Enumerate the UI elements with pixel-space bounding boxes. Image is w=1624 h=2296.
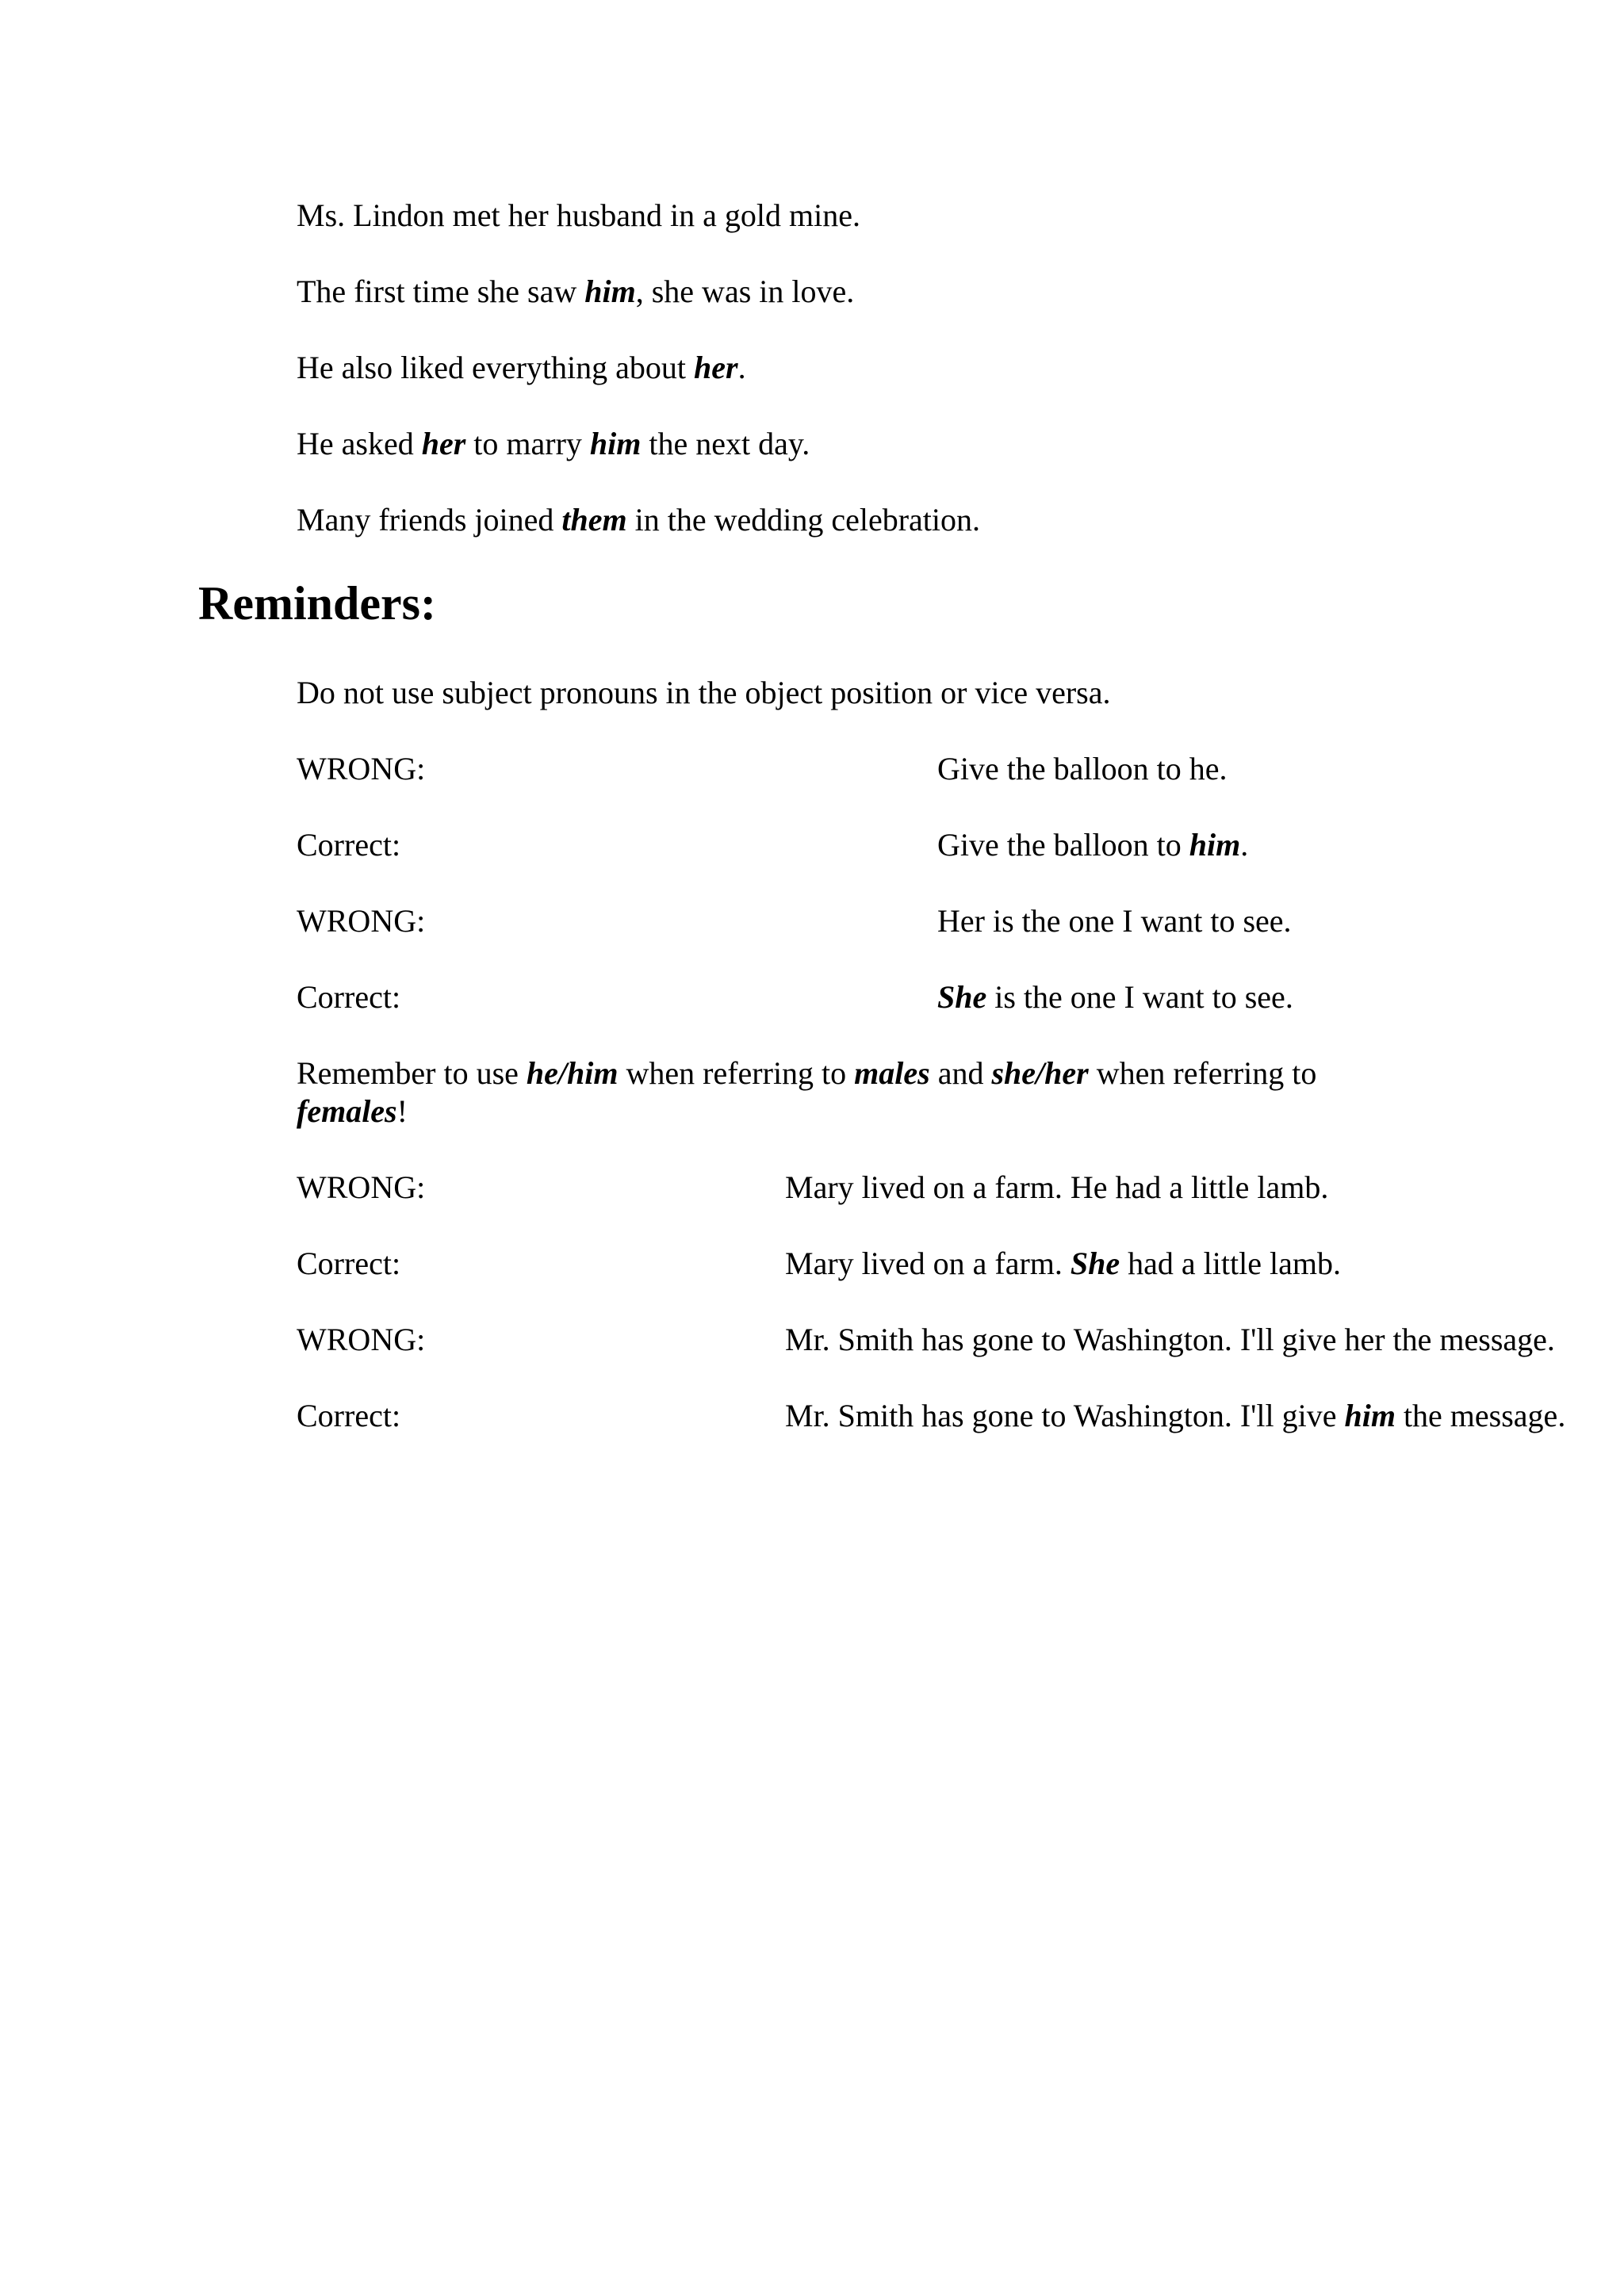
row-example	[937, 978, 1293, 1016]
emphasized-pronoun: he/him	[526, 1055, 619, 1091]
example-sentence-3	[297, 349, 746, 387]
emphasized-pronoun: him	[584, 274, 636, 309]
row-example	[937, 826, 1248, 864]
row-example	[785, 1245, 1341, 1283]
emphasized-pronoun: him	[1189, 827, 1241, 863]
text-run: Mr. Smith has gone to Washington. I'll give	[785, 1398, 1345, 1433]
row-label: WRONG:	[297, 903, 426, 939]
emphasized-pronoun: him	[589, 426, 642, 461]
text-run: The first time she saw	[297, 274, 585, 309]
emphasized-pronoun: She	[1070, 1246, 1120, 1281]
text-run: when referring to	[1088, 1055, 1317, 1091]
row-example	[785, 1169, 1328, 1207]
text-run: Mr. Smith has gone to Washington. I'll give her the message.	[785, 1322, 1555, 1357]
text-run: and	[929, 1055, 992, 1091]
example-row-correct	[297, 826, 1249, 864]
text-run: the message.	[1395, 1398, 1566, 1433]
row-label: WRONG:	[297, 751, 426, 786]
example-row-correct	[297, 1245, 1341, 1283]
text-run: when referring to	[618, 1055, 855, 1091]
row-example	[785, 1321, 1555, 1359]
text-run: Ms. Lindon met her husband in a gold mine.	[297, 197, 861, 233]
emphasized-pronoun: her	[693, 350, 738, 385]
example-row-wrong	[297, 750, 1228, 788]
row-label: Correct:	[297, 1246, 401, 1281]
text-run: He also liked everything about	[297, 350, 694, 385]
example-row-wrong	[297, 1169, 1329, 1207]
row-example	[785, 1397, 1565, 1435]
example-row-correct	[297, 1397, 1566, 1435]
text-run: to marry	[465, 426, 590, 461]
reminders-intro: Do not use subject pronouns in the object position or vice versa.	[297, 675, 1111, 710]
text-run: the next day.	[641, 426, 810, 461]
example-sentence-2	[297, 273, 854, 311]
row-label: WRONG:	[297, 1322, 426, 1357]
emphasized-pronoun: she/her	[991, 1055, 1089, 1091]
example-row-correct	[297, 978, 1293, 1016]
example-sentence-5	[297, 501, 980, 539]
row-example	[937, 750, 1227, 788]
text-run: in the wedding celebration.	[626, 502, 981, 538]
emphasized-pronoun: them	[561, 502, 627, 538]
row-example	[937, 902, 1292, 940]
text-run: Give the balloon to	[937, 827, 1189, 863]
text-run: had a little lamb.	[1120, 1246, 1341, 1281]
row-label: Correct:	[297, 979, 401, 1015]
text-run: Mary lived on a farm.	[785, 1246, 1071, 1281]
emphasized-word: females	[297, 1093, 397, 1129]
row-label: WRONG:	[297, 1169, 426, 1205]
text-run: , she was in love.	[635, 274, 855, 309]
text-run: Mary lived on a farm. He had a little lamb.	[785, 1169, 1329, 1205]
row-label: Correct:	[297, 827, 401, 863]
emphasized-pronoun: her	[421, 426, 466, 461]
text-run: Give the balloon to he.	[937, 751, 1228, 786]
text-run: Remember to use	[297, 1055, 527, 1091]
remember-paragraph	[297, 1054, 1375, 1131]
text-run: Her is the one I want to see.	[937, 903, 1292, 939]
emphasized-pronoun: She	[937, 979, 987, 1015]
text-run: He asked	[297, 426, 422, 461]
emphasized-pronoun: him	[1344, 1398, 1396, 1433]
row-label: Correct:	[297, 1398, 401, 1433]
emphasized-word: males	[854, 1055, 930, 1091]
text-run: !	[396, 1093, 408, 1129]
example-row-wrong	[297, 902, 1292, 940]
text-run: .	[737, 350, 746, 385]
example-sentence-1	[297, 197, 860, 235]
reminders-heading: Reminders:	[198, 577, 436, 629]
example-row-wrong	[297, 1321, 1555, 1359]
text-run: is the one I want to see.	[986, 979, 1293, 1015]
example-sentence-4	[297, 425, 810, 463]
text-run: Many friends joined	[297, 502, 562, 538]
text-run: .	[1240, 827, 1249, 863]
